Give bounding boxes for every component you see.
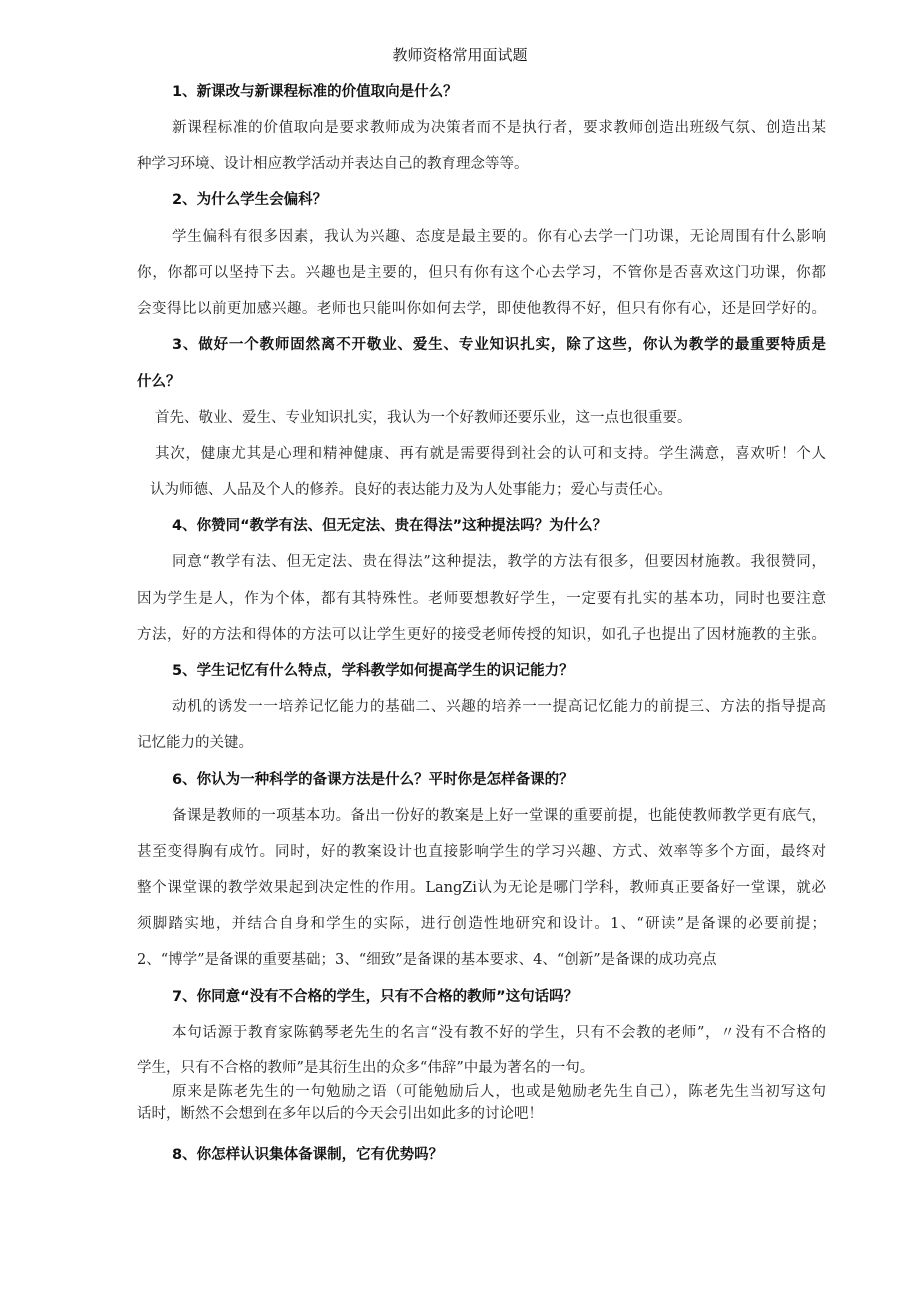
- question-6: 6、你认为一种科学的备课方法是什么？平时你是怎样备课的？: [172, 772, 574, 788]
- answer-2-line-1: 学生偏科有很多因素，我认为兴趣、态度是最主要的。你有心去学一门功课，无论周围有什么影响: [172, 229, 826, 245]
- answer-6-line-1: 备课是教师的一项基本功。备出一份好的教案是上好一堂课的重要前提，也能使教师教学更有底气，: [172, 808, 826, 824]
- question-3-line-2: 什么？: [137, 374, 181, 390]
- answer-7-line-2: 学生，只有不合格的教师”是其衍生出的众多“伟辞”中最为著名的一句。: [137, 1060, 595, 1076]
- answer-1-line-2: 种学习环境、设计相应教学活动并表达自己的教育理念等等。: [137, 156, 529, 172]
- question-2: 2、为什么学生会偏科？: [172, 192, 328, 208]
- answer-1-line-1: 新课程标准的价值取向是要求教师成为决策者而不是执行者，要求教师创造出班级气氛、创造出某: [172, 120, 826, 136]
- answer-3-line-3: 认为师德、人品及个人的修养。良好的表达能力及为人处事能力；爱心与责任心。: [150, 482, 672, 498]
- question-7: 7、你同意“没有不合格的学生，只有不合格的教师”这句话吗？: [172, 989, 579, 1005]
- answer-7-line-3: 原来是陈老先生的一句勉励之语（可能勉励后人，也或是勉励老先生自己），陈老先生当初写这句: [172, 1084, 826, 1100]
- answer-6-line-3: 整个课堂课的教学效果起到决定性的作用。LangZi认为无论是哪门学科，教师真正要备好一堂课，就必: [137, 880, 826, 896]
- answer-3-line-2: 其次，健康尤其是心理和精神健康、再有就是需要得到社会的认可和支持。学生满意，喜欢听！个人: [155, 446, 826, 462]
- answer-4-line-3: 方法，好的方法和得体的方法可以让学生更好的接受老师传授的知识，如孔子也提出了因材施教的主张。: [137, 627, 826, 643]
- answer-7-line-4: 话时，断然不会想到在多年以后的今天会引出如此多的讨论吧！: [137, 1106, 543, 1122]
- answer-6-line-5: 2、“博学”是备课的重要基础；3、“细致”是备课的基本要求、4、“创新”是备课的成功亮点: [137, 952, 717, 968]
- question-1: 1、新课改与新课程标准的价值取向是什么？: [172, 84, 458, 100]
- answer-3-line-1: 首先、敬业、爱生、专业知识扎实，我认为一个好教师还要乐业，这一点也很重要。: [155, 410, 692, 426]
- document-title: 教师资格常用面试题: [392, 46, 528, 64]
- answer-6-line-4: 须脚踏实地，并结合自身和学生的实际，进行创造性地研究和设计。1、“研读”是备课的必要前提；: [137, 916, 826, 932]
- question-5: 5、学生记忆有什么特点，学科教学如何提高学生的识记能力？: [172, 663, 574, 679]
- answer-5-line-1: 动机的诱发一一培养记忆能力的基础二、兴趣的培养一一提高记忆能力的前提三、方法的指导提高: [172, 699, 826, 715]
- answer-2-line-2: 你，你都可以坚持下去。兴趣也是主要的，但只有你有这个心去学习，不管你是否喜欢这门功课，你都: [137, 265, 826, 281]
- answer-6-line-2: 甚至变得胸有成竹。同时，好的教案设计也直接影响学生的学习兴趣、方式、效率等多个方面，最终对: [137, 844, 826, 860]
- answer-5-line-2: 记忆能力的关键。: [137, 735, 253, 751]
- answer-4-line-1: 同意“教学有法、但无定法、贵在得法”这种提法，教学的方法有很多，但要因材施教。我很赞同，: [172, 554, 826, 570]
- question-8: 8、你怎样认识集体备课制，它有优势吗？: [172, 1147, 444, 1163]
- answer-4-line-2: 因为学生是人，作为个体，都有其特殊性。老师要想教好学生，一定要有扎实的基本功，同时也要注意: [137, 591, 826, 607]
- answer-2-line-3: 会变得比以前更加感兴趣。老师也只能叫你如何去学，即使他教得不好，但只有你有心，还是回学好的。: [137, 301, 826, 317]
- answer-7-line-1: 本句话源于教育家陈鹤琴老先生的名言“没有教不好的学生，只有不会教的老师”，〃没有不合格的: [172, 1025, 826, 1041]
- question-4: 4、你赞同“教学有法、但无定法、贵在得法”这种提法吗？为什么？: [172, 518, 608, 534]
- question-3-line-1: 3、做好一个教师固然离不开敬业、爱生、专业知识扎实，除了这些，你认为教学的最重要特质是: [172, 337, 826, 353]
